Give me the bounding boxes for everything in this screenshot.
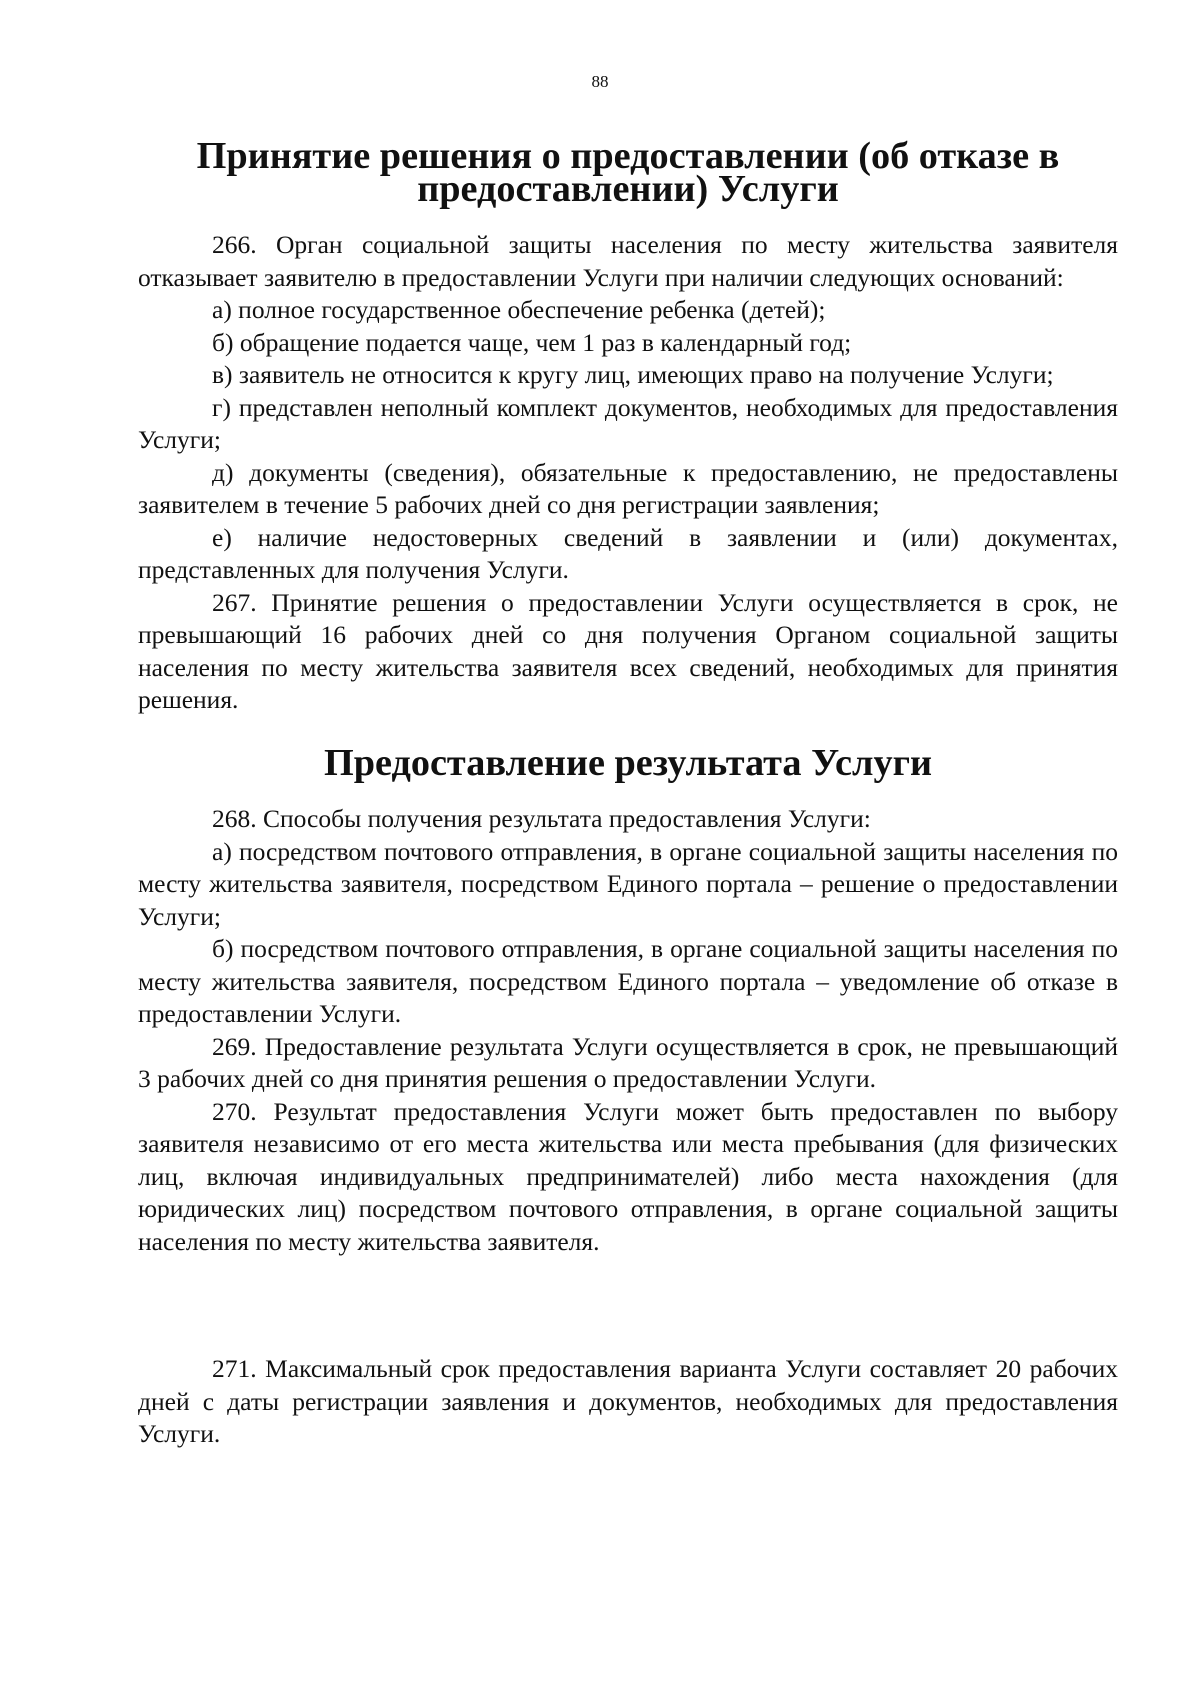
paragraph-267: 267. Принятие решения о предоставлении Услуги осуществляется в срок, не превышающий 16 рабочих дней со дня получения Органом социальной защиты населения по месту жительства заявителя всех сведений, необходимых для принятия решения.: [138, 587, 1118, 714]
list-item-d: д) документы (сведения), обязательные к предоставлению, не предоставлены заявителем в течение 5 рабочих дней со дня регистрации заявления;: [138, 457, 1118, 519]
paragraph-270: 270. Результат предоставления Услуги может быть предоставлен по выбору заявителя независимо от его места жительства или места пребывания (для физических лиц, включая индивидуальных предпринимателей) либо места нахождения (для юридических лиц) посредством почтового отправления, в органе социальной защиты населения по месту жительства заявителя.: [138, 1096, 1118, 1256]
list-item-e: е) наличие недостоверных сведений в заявлении и (или) документах, представленных для получения Услуги.: [138, 522, 1118, 584]
paragraph-266: 266. Орган социальной защиты населения по месту жительства заявителя отказывает заявителю в предоставлении Услуги при наличии следующих оснований:: [138, 230, 1118, 292]
section-heading-decision: Принятие решения о предоставлении (об отказе в предоставлении) Услуги: [196, 135, 1060, 210]
list-item-a-result: а) посредством почтового отправления, в органе социальной защиты населения по месту жительства заявителя, посредством Единого портала – решение о предоставлении Услуги;: [138, 836, 1118, 931]
list-item-v: в) заявитель не относится к кругу лиц, имеющих право на получение Услуги;: [212, 360, 1054, 389]
paragraph-269: 269. Предоставление результата Услуги осуществляется в срок, не превышающий 3 рабочих дней со дня принятия решения о предоставлении Услуги.: [138, 1031, 1118, 1093]
list-item-b: б) обращение подается чаще, чем 1 раз в календарный год;: [212, 327, 852, 357]
blank-space: [138, 1258, 1118, 1353]
paragraph-271: 271. Максимальный срок предоставления варианта Услуги составляет 20 рабочих дней с даты регистрации заявления и документов, необходимых для предоставления Услуги.: [138, 1354, 1118, 1448]
list-item-b-result: б) посредством почтового отправления, в органе социальной защиты населения по месту жительства заявителя, посредством Единого портала – уведомление об отказе в предоставлении Услуги.: [138, 934, 1118, 1028]
list-item-a: а) полное государственное обеспечение ребенка (детей);: [212, 295, 826, 324]
section-heading-result: Предоставление результата Услуги: [323, 741, 932, 784]
paragraph-268: 268. Способы получения результата предоставления Услуги:: [212, 804, 871, 833]
list-item-g: г) представлен неполный комплект документов, необходимых для предоставления Услуги;: [138, 392, 1118, 454]
page-number: 88: [591, 72, 609, 91]
document-body: [138, 135, 1118, 1451]
